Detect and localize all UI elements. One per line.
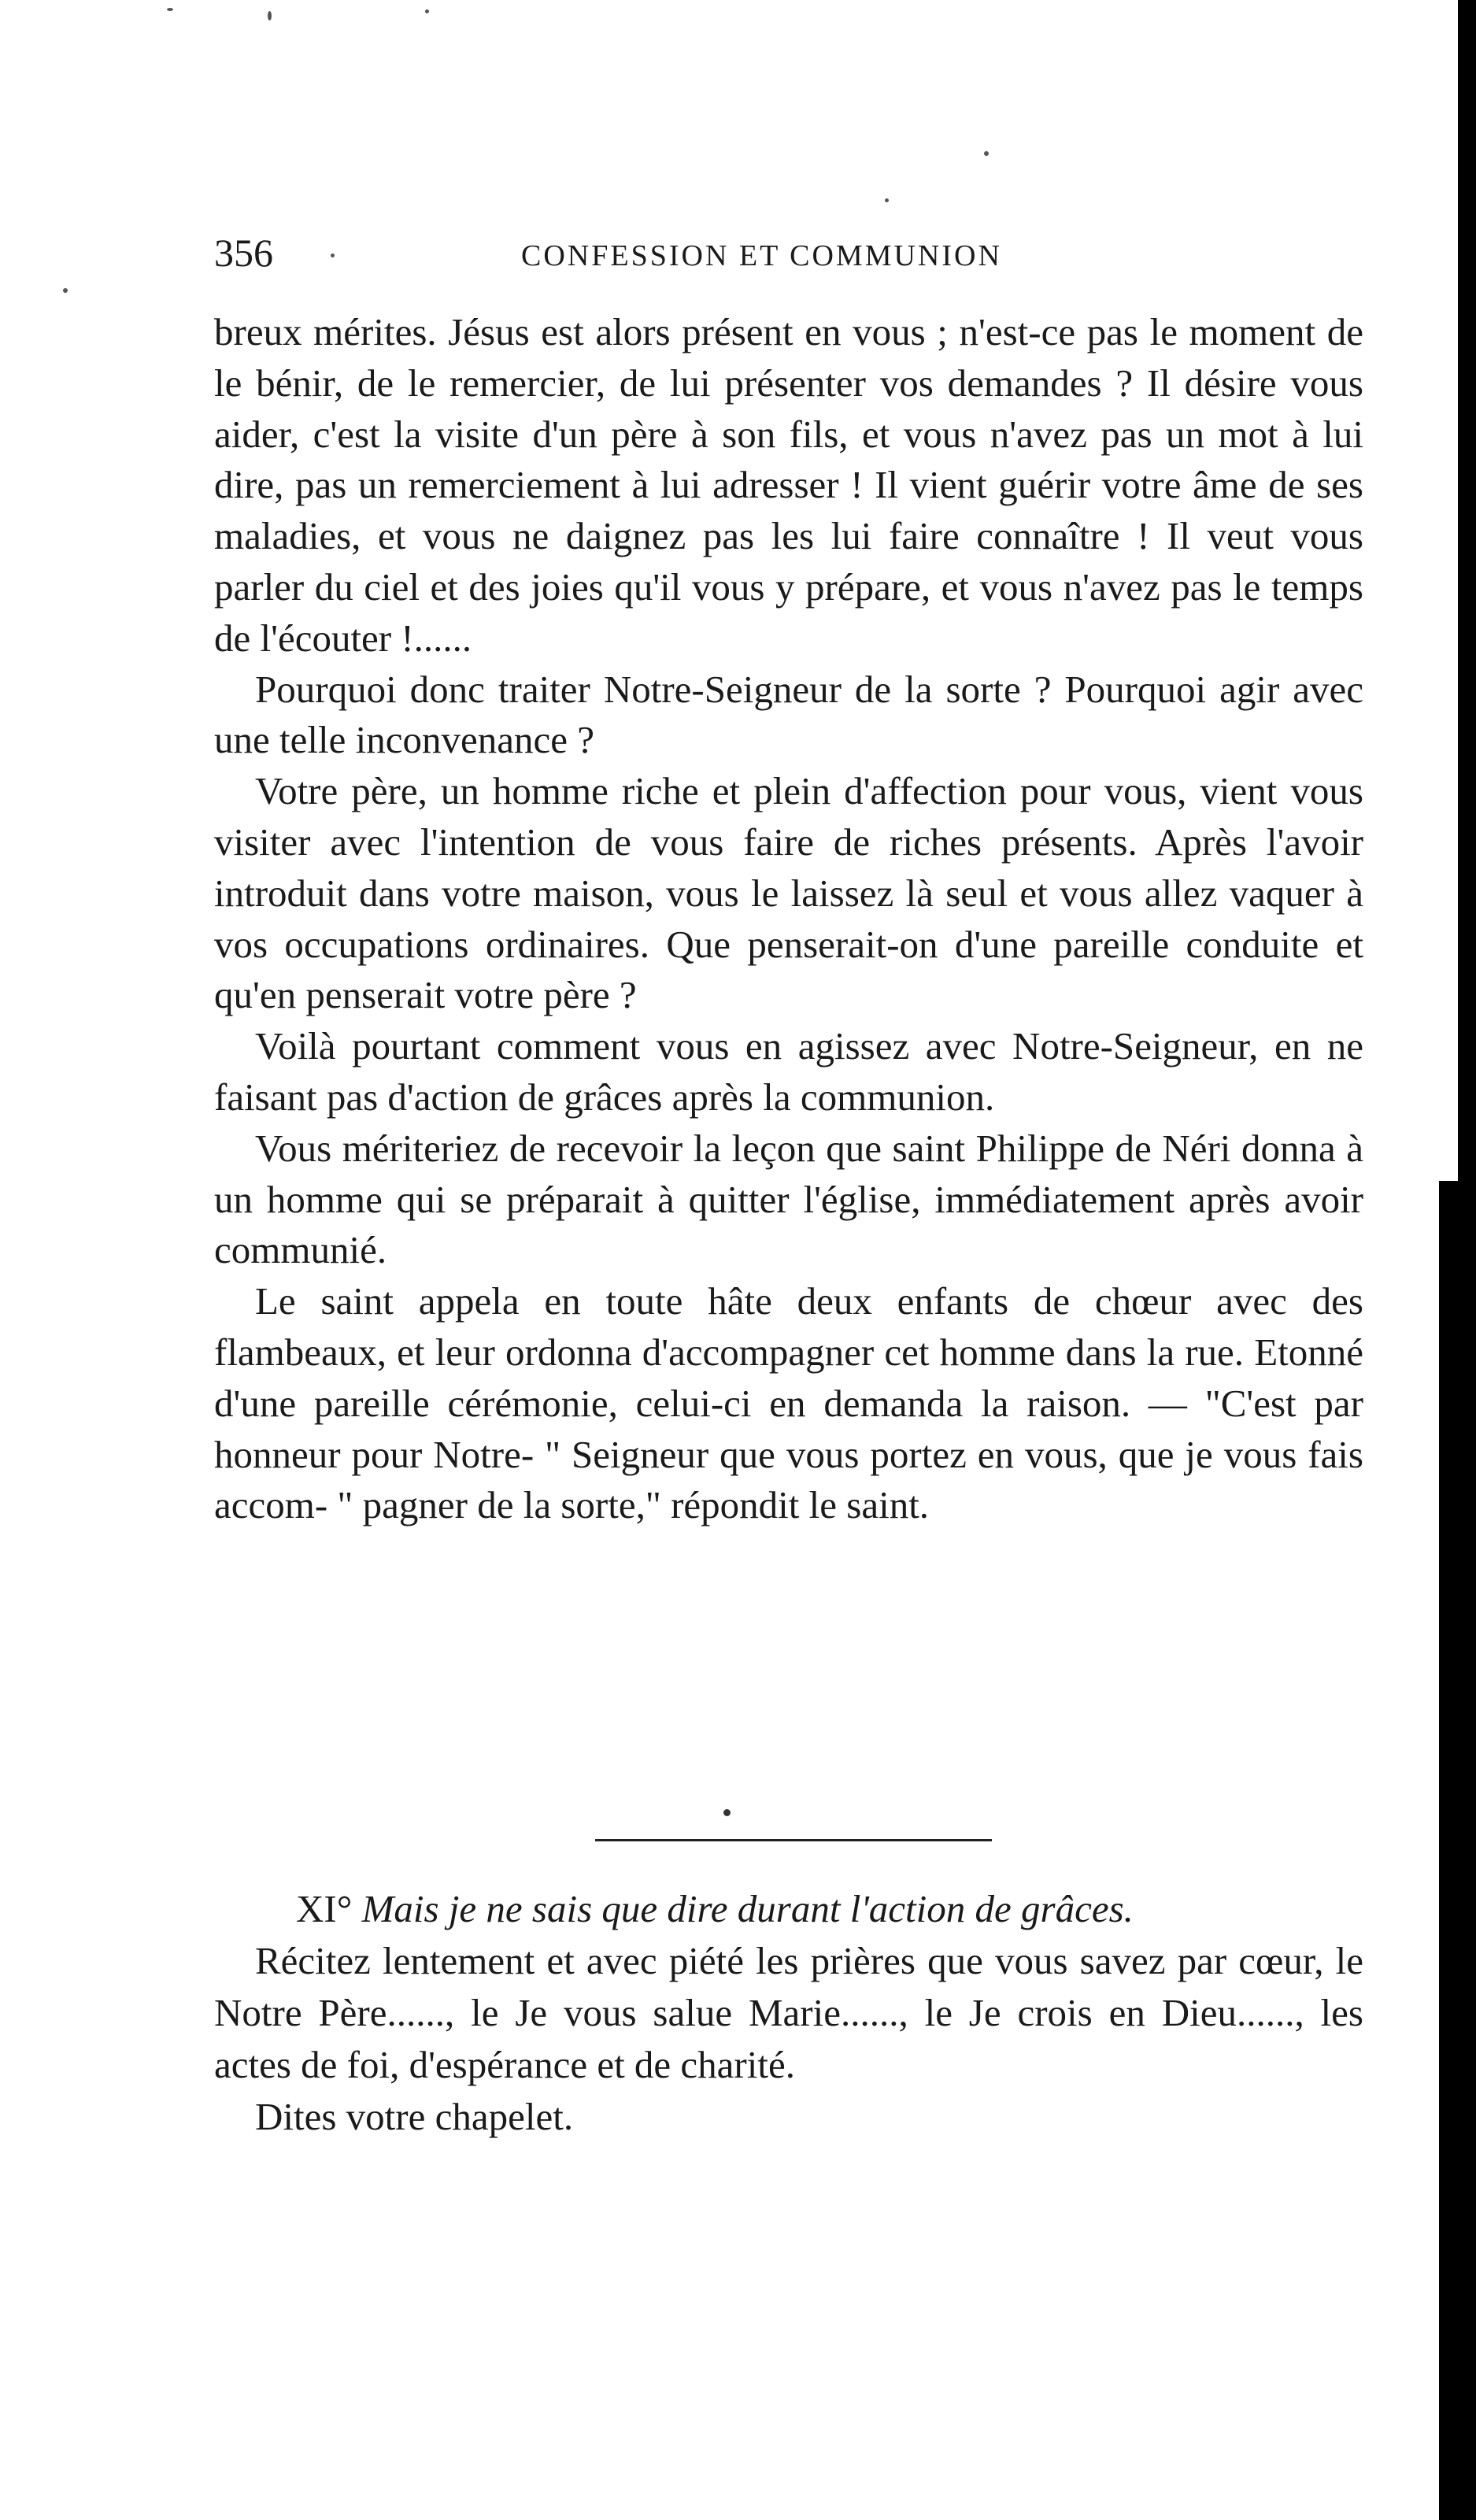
section-xi [214,1883,1363,2143]
scan-speck [984,151,989,156]
scan-speck [268,11,272,20]
section-number: XI° [296,1887,353,1930]
scan-speck [331,253,335,257]
scan-speck [63,288,68,293]
paragraph-2: Pourquoi donc traiter Notre-Seigneur de la sorte ? Pourquoi agir avec une telle inconvenance ? [214,667,1363,762]
paragraph-5: Vous mériteriez de recevoir la leçon que saint Philippe de Néri donna à un homme qui se préparait à quitter l'église, immédiatement après avoir communié. [214,1126,1363,1272]
section-paragraph-1: Récitez lentement et avec piété les prières que vous savez par cœur, le Notre Père......, le Je vous salue Marie......, le Je crois en Dieu......, les actes de foi, d'espérance et de charité. [214,1939,1363,2086]
paragraph-6: Le saint appela en toute hâte deux enfants de chœur avec des flambeaux, et leur ordonna d'accompagner cet homme dans la rue. Etonné d'une pareille cérémonie, celui-ci en demanda la raison. — "C'est par honneur pour Notre- " Seigneur que vous portez en vous, que je vous fais accom- " pagner de la sorte," répondit le saint. [214,1279,1363,1527]
scan-edge-shadow-lower [1439,1181,1458,2520]
scan-speck [425,9,429,13]
page-number: 356 [214,231,273,275]
section-paragraph-2: Dites votre chapelet. [255,2095,574,2138]
paragraph-4: Voilà pourtant comment vous en agissez avec Notre-Seigneur, en ne faisant pas d'action de grâces après la communion. [214,1024,1363,1119]
scan-speck [167,8,173,11]
section-title: Mais je ne sais que dire durant l'action de grâces. [361,1887,1134,1930]
body-text [214,307,1363,1531]
section-heading [214,1883,1363,1935]
paragraph-1: breux mérites. Jésus est alors présent en vous ; n'est-ce pas le moment de le bénir, de le remercier, de lui présenter vos demandes ? Il désire vous aider, c'est la visite d'un père à son fils, et vous n'avez pas un mot à lui dire, pas un remerciement à lui adresser ! Il vient guérir votre âme de ses maladies, et vous ne daignez pas les lui faire connaître ! Il veut vous parler du ciel et des joies qu'il vous y prépare, et vous n'avez pas le temps de l'écouter !...... [214,310,1363,660]
running-head [214,225,1363,280]
scan-edge-shadow [1458,0,1476,2520]
paragraph-3: Votre père, un homme riche et plein d'affection pour vous, vient vous visiter avec l'intention de vous faire de riches présents. Après l'avoir introduit dans votre maison, vous le laissez là seul et vous allez vaquer à vos occupations ordinaires. Que penserait-on d'une pareille conduite et qu'en penserait votre père ? [214,769,1363,1017]
divider-dot [723,1809,731,1816]
section-divider [595,1839,992,1841]
running-title: CONFESSION ET COMMUNION [521,239,1002,272]
scan-speck [885,198,889,202]
